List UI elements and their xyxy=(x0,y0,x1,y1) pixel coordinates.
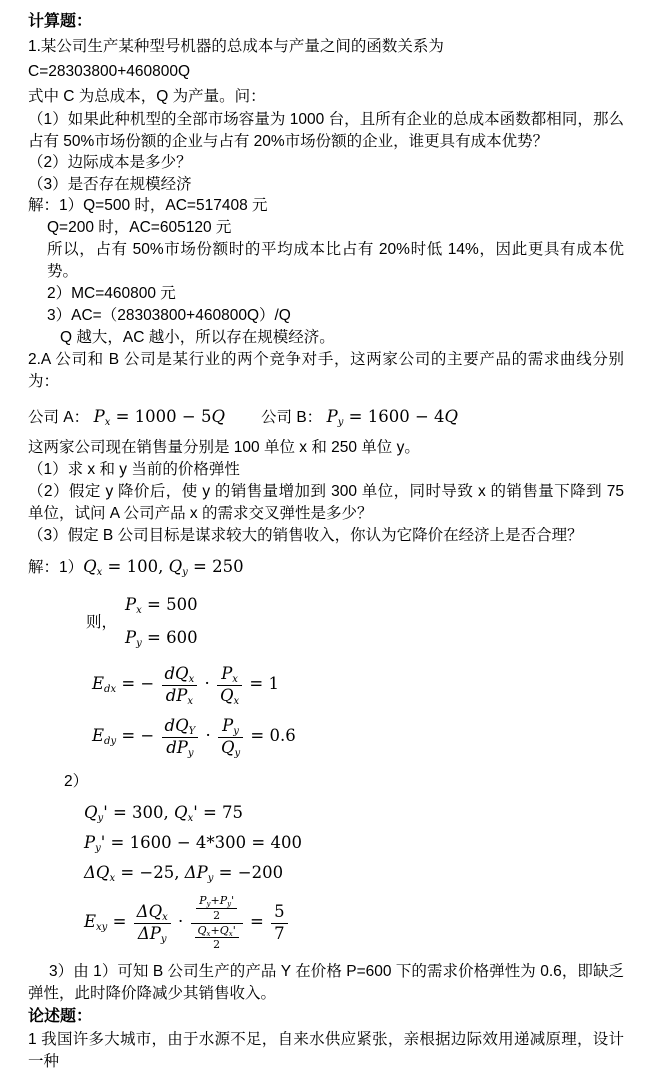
frac-den xyxy=(191,924,243,951)
problem2-sales-line: 这两家公司现在销售量分别是 100 单位 x 和 250 单位 y。 xyxy=(28,439,420,456)
math-var: P xyxy=(199,894,207,908)
demand-curves-row xyxy=(28,399,624,433)
math-sub: x xyxy=(109,872,116,884)
math-var: P xyxy=(222,716,234,736)
problem1-question-2: （2）边际成本是多少？ xyxy=(28,154,192,171)
fraction-small xyxy=(195,925,239,951)
formula-edy xyxy=(92,713,624,761)
problem1-solution-line2: Q=200 时，AC=605120 元 xyxy=(47,219,232,236)
math-var: Q xyxy=(168,556,183,576)
problem1-solution-line4: 2）MC=460800 元 xyxy=(47,285,176,302)
math-op: · xyxy=(204,674,210,694)
price-stack xyxy=(125,595,198,647)
math-var: +P xyxy=(210,894,228,908)
fraction-ratio xyxy=(191,895,243,950)
problem1-variable-note: 式中 C 为总成本，Q 为产量。问： xyxy=(28,88,266,105)
frac-num xyxy=(162,717,199,737)
math-var: dP xyxy=(166,737,188,757)
frac-num xyxy=(191,895,243,923)
math-expr: = 1000 − 5 xyxy=(115,407,212,426)
problem2-question-1: （1）求 x 和 y 当前的价格弹性 xyxy=(28,461,240,478)
math-var: P xyxy=(125,595,137,614)
frac-num xyxy=(217,665,242,685)
formula-qprime xyxy=(84,799,624,825)
frac-den xyxy=(134,924,171,943)
problem1-question-3: （3）是否存在规模经济 xyxy=(28,175,192,193)
math-sub: xy xyxy=(96,922,108,934)
math-expr: = 600 xyxy=(147,628,198,647)
math-var: ΔQ xyxy=(136,902,163,922)
solution2-step1-line xyxy=(28,553,624,579)
math-expr: ' = 300, xyxy=(103,802,175,822)
formula-px xyxy=(125,595,198,614)
math-sub: dx xyxy=(104,684,117,696)
formula-edx xyxy=(92,661,624,709)
math-demand-a xyxy=(94,407,225,426)
math-sub: x xyxy=(206,929,211,938)
formula-demand-b xyxy=(261,405,458,427)
problem1-solution-line6: Q 越大，AC 越小，所以存在规模经济。 xyxy=(60,329,335,346)
then-block xyxy=(86,593,624,649)
math-sub: x xyxy=(104,417,111,428)
math-var: dQ xyxy=(164,664,189,684)
math-expr: = 100, xyxy=(107,556,169,576)
problem1-question-1: （1）如果此种机型的全部市场容量为 1000 台，且所有企业的总成本函数都相同，那么占有 50%市场份额的企业与占有 20%市场份额的企业，谁更具有成本优势？ xyxy=(28,111,624,150)
math-sub: x xyxy=(233,695,240,707)
then-label: 则， xyxy=(86,614,118,631)
fraction xyxy=(218,716,243,759)
frac-num xyxy=(195,925,239,939)
math-var: Q xyxy=(84,802,98,822)
formula-exy xyxy=(84,893,624,953)
math-expr: = 1600 − 4 xyxy=(348,407,445,426)
math-result: = 0.6 xyxy=(250,726,296,746)
fraction xyxy=(162,664,198,707)
math-op: = xyxy=(112,912,127,932)
math-sub: x xyxy=(232,674,238,686)
math-op: = − xyxy=(121,674,155,694)
formula-delta xyxy=(84,859,624,885)
math-result: = 1 xyxy=(249,674,279,694)
math-var: ΔP xyxy=(184,862,208,882)
math-sub: y xyxy=(207,872,214,884)
math-expr: ' = 1600 − 4*300 = 400 xyxy=(100,832,302,852)
math-var: dP xyxy=(165,685,188,705)
frac-den xyxy=(218,738,243,757)
problem2-question-3: （3）假定 B 公司目标是谋求较大的销售收入，你认为它降价在经济上是否合理？ xyxy=(28,527,583,544)
frac-den: 7 xyxy=(274,923,285,943)
problem1-intro: 1.某公司生产某种型号机器的总成本与产量之间的函数关系为 xyxy=(28,38,444,55)
math-var: P xyxy=(221,664,233,684)
math-expr: = −200 xyxy=(218,862,284,882)
math-sub: y xyxy=(182,566,188,578)
frac-den xyxy=(162,686,198,705)
math-num: 2 xyxy=(213,908,221,922)
math-sub: y xyxy=(160,933,167,945)
math-expr: = 250 xyxy=(193,556,244,576)
firm-b-label: 公司 B： xyxy=(261,409,323,426)
math-var: Q xyxy=(174,802,188,822)
step2-label: 2） xyxy=(64,773,89,790)
math-var: Q xyxy=(219,685,234,705)
math-prime: ' xyxy=(232,923,236,937)
math-sub: y xyxy=(233,726,239,738)
math-sub: y xyxy=(97,812,104,824)
math-var: P xyxy=(84,832,96,852)
solution2-step3-para: 3）由 1）可知 B 公司生产的产品 Y 在价格 P=600 下的需求价格弹性为 0.6，即缺乏弹性，此时降价降减少其销售收入。 xyxy=(28,963,624,1002)
frac-den xyxy=(196,909,237,922)
math-sub: x xyxy=(187,695,194,707)
math-var: Q xyxy=(444,407,459,426)
fraction xyxy=(134,902,171,945)
frac-num xyxy=(162,665,198,685)
math-var: P xyxy=(125,628,137,647)
section-heading-essay: 论述题： xyxy=(28,1008,93,1025)
math-var: Q xyxy=(220,737,235,757)
frac-num xyxy=(196,895,237,909)
frac-num xyxy=(134,903,171,923)
math-sub: x xyxy=(162,912,168,924)
problem1-cost-function: C=28303800+460800Q xyxy=(28,63,191,80)
fraction xyxy=(217,664,242,707)
math-sub: y xyxy=(227,900,232,909)
math-sub: Y xyxy=(188,726,196,738)
math-sub: y xyxy=(234,747,241,759)
math-sub: x xyxy=(96,566,103,578)
fraction-small xyxy=(196,895,237,921)
formula-pprime xyxy=(84,829,624,855)
math-op: = − xyxy=(121,726,155,746)
problem2-question-2: （2）假定 y 降价后，使 y 的销售量增加到 300 单位，同时导致 x 的销售量下降到 75 单位，试问 A 公司产品 x 的需求交叉弹性是多少？ xyxy=(28,483,624,522)
frac-num xyxy=(218,717,243,737)
math-sub: y xyxy=(95,842,101,854)
math-expr: ' = 75 xyxy=(193,802,244,822)
math-var: P xyxy=(93,407,105,426)
math-var: ΔQ xyxy=(84,862,110,882)
math-expr: = 500 xyxy=(147,595,198,614)
problem1-solution-line1: 解：1）Q=500 时，AC=517408 元 xyxy=(28,197,268,214)
frac-num: 5 xyxy=(271,903,288,923)
fraction-result xyxy=(271,903,288,942)
math-var: +Q xyxy=(210,923,229,937)
math-var: P xyxy=(326,407,338,426)
math-sub: y xyxy=(136,638,142,649)
math-var: Q xyxy=(211,407,226,426)
math-sub: x xyxy=(136,605,142,616)
math-num: 2 xyxy=(213,938,221,952)
formula-qx-qy xyxy=(83,557,244,576)
math-var: Q xyxy=(197,923,207,937)
math-var: dQ xyxy=(164,716,189,736)
math-op: = xyxy=(249,912,264,932)
fraction xyxy=(162,716,199,759)
problem2-intro: 2.A 公司和 B 公司是某行业的两个竞争对手，这两家公司的主要产品的需求曲线分别为： xyxy=(28,351,624,390)
math-sub: y xyxy=(206,900,211,909)
section-heading-calculation: 计算题： xyxy=(28,13,93,30)
math-prime: ' xyxy=(231,894,235,908)
math-var: E xyxy=(92,726,105,746)
math-expr: = −25, xyxy=(120,862,185,882)
solution-lead: 解：1） xyxy=(28,559,84,576)
math-sub: y xyxy=(337,417,344,428)
math-op: · xyxy=(205,726,211,746)
math-var: Q xyxy=(83,556,97,576)
essay-question-1: 1 我国许多大城市，由于水源不足，自来水供应紧张，亲根据边际效用递减原理，设计一种 xyxy=(28,1031,624,1070)
frac-den xyxy=(162,738,199,757)
problem1-solution-line3: 所以，占有 50%市场份额时的平均成本比占有 20%时低 14%，因此更具有成本优势。 xyxy=(47,241,624,280)
math-sub: dy xyxy=(104,736,117,748)
formula-py xyxy=(125,628,198,647)
problem1-solution-line5: 3）AC=（28303800+460800Q）/Q xyxy=(47,307,291,324)
math-sub: x xyxy=(188,674,195,686)
math-var: ΔP xyxy=(137,923,161,943)
math-sub: y xyxy=(187,747,194,759)
math-demand-b xyxy=(327,407,458,426)
firm-a-label: 公司 A： xyxy=(28,409,90,426)
math-var: E xyxy=(92,674,105,694)
math-sub: x xyxy=(228,929,233,938)
math-sub: x xyxy=(187,812,194,824)
formula-demand-a xyxy=(28,405,225,427)
math-op: · xyxy=(178,912,184,932)
frac-den xyxy=(195,938,239,951)
frac-den xyxy=(217,686,242,705)
math-var: E xyxy=(84,912,97,932)
